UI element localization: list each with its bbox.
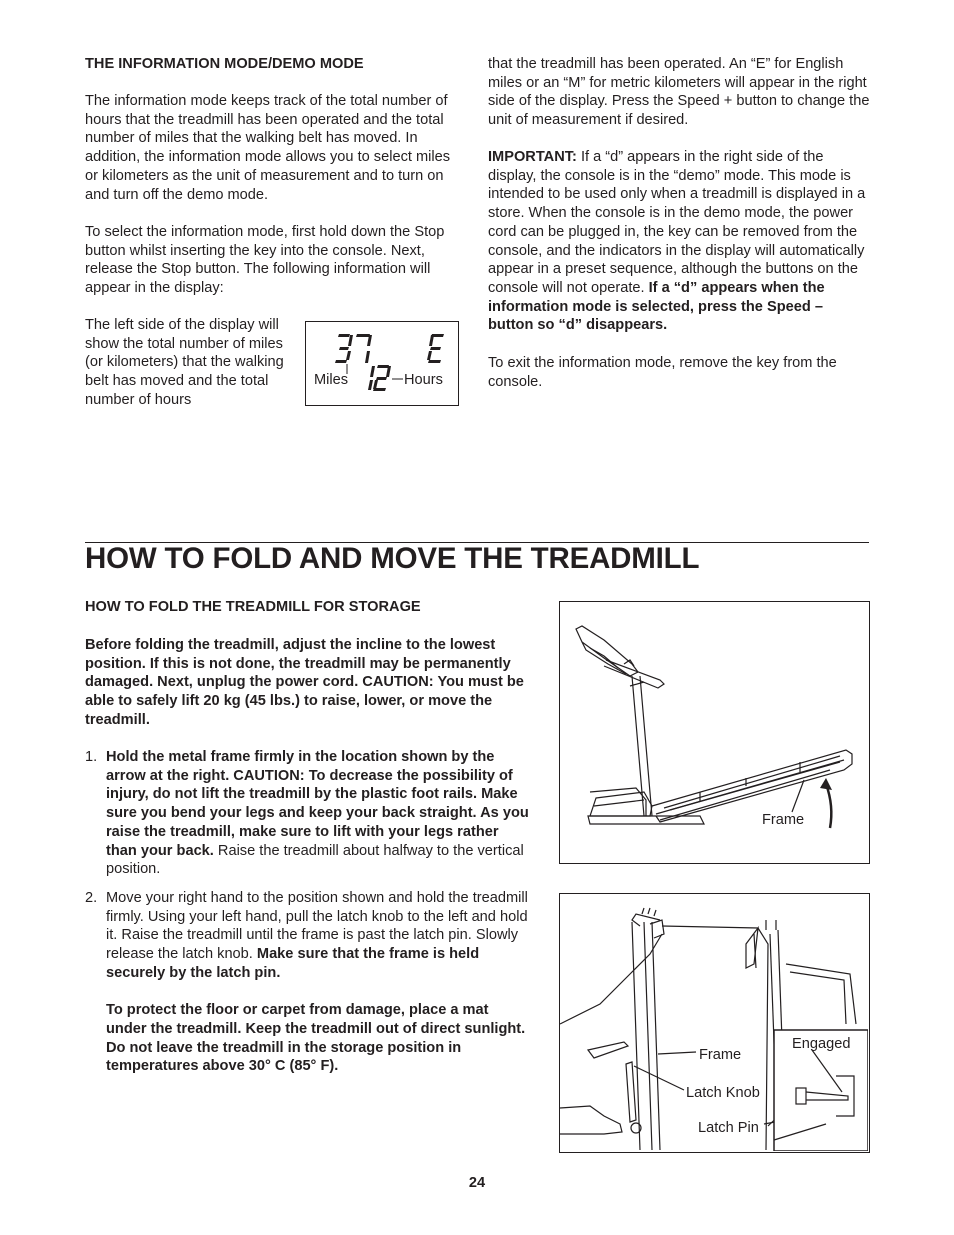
step-2 (85, 889, 532, 1076)
figure2-frame-label: Frame (699, 1047, 742, 1063)
step-2-note: To protect the floor or carpet from damage, place a mat under the treadmill. Keep the treadmill out of direct sunlight. Do not leave the treadmill in the storage position in temperatures above 30° C (85° F). (106, 1002, 526, 1075)
fold-subheading: HOW TO FOLD THE TREADMILL FOR STORAGE (85, 599, 421, 615)
miles-label: Miles (314, 372, 349, 388)
figure-raise-treadmill (559, 601, 870, 864)
step-1-number: 1. (85, 749, 98, 765)
info-mode-heading: THE INFORMATION MODE/DEMO MODE (85, 56, 364, 72)
step-2-text: Move your right hand to the position shown and hold the treadmill firmly. Using your left hand, pull the latch knob to the left and hold it. Raise the treadmill until the frame is past the latch pin. Slowly release the latch knob. (106, 890, 528, 963)
figure2-latch-knob-label: Latch Knob (686, 1085, 760, 1101)
figure1-frame-label: Frame (762, 812, 805, 828)
info-mode-paragraph-2: To select the information mode, first hold down the Stop button whilst inserting the key into the console. Next, release the Stop button. The following information will appear in the display: (85, 224, 445, 297)
console-display-figure (305, 321, 459, 406)
step-1-text: Raise the treadmill about halfway to the vertical position. (106, 842, 524, 878)
info-mode-paragraph-3: The left side of the display will show the total number of miles (or kilometers) that the walking belt has moved and the total number of hours (85, 317, 284, 408)
step-1 (85, 748, 532, 879)
figure2-latch-pin-label: Latch Pin (698, 1120, 759, 1136)
digit-2 (373, 365, 391, 391)
step-1-bold: Hold the metal frame firmly in the location shown by the arrow at the right. CAUTION: To decrease the possibility of injury, do not lift the treadmill by the plastic foot rails. Make sure you bend your legs and keep your back straight. As you raise the treadmill, make sure to lift with your legs rather than your back. (106, 749, 529, 859)
figure-latch-storage (559, 893, 870, 1153)
page-number: 24 (468, 1175, 486, 1191)
important-label: IMPORTANT: (488, 149, 577, 165)
important-bold-text: If a “d” appears when the information mode is selected, press the Speed – button so “d” disappears. (488, 279, 825, 334)
info-mode-paragraph-1: The information mode keeps track of the total number of hours that the treadmill has been operated and the total number of miles that the walking belt has moved. In addition, the information mode allows you to select miles or kilometers as the unit of measurement and to turn on and turn off the demo mode. (85, 93, 451, 203)
info-mode-paragraph-4: that the treadmill has been operated. An “E” for English miles or an “M” for metric kilometers will appear in the right side of the display. Press the Speed + button to change the unit of measurement if desired. (488, 56, 870, 129)
step-2-bold: Make sure that the frame is held securely by the latch pin. (106, 946, 480, 981)
exit-info-paragraph: To exit the information mode, remove the key from the console. (488, 355, 837, 390)
treadmill-raise-illustration (560, 602, 868, 862)
figure2-engaged-label: Engaged (792, 1036, 851, 1052)
important-paragraph (488, 148, 870, 335)
latch-illustration (560, 894, 868, 1151)
digit-3 (335, 334, 353, 363)
important-text: If a “d” appears in the right side of the display, the console is in the “demo” mode. This mode is intended to be used only when a treadmill is displayed in a store. When the console is in the demo mode, the power cord can be plugged in, the key can be removed from the console, and the indicators in the display will automatically appear in a preset sequence, although the buttons on the console will not operate. (488, 149, 866, 296)
hours-label: Hours (404, 372, 443, 388)
step-2-number: 2. (85, 890, 98, 906)
fold-warning: Before folding the treadmill, adjust the incline to the lowest position. If this is not done, the treadmill may be permanently damaged. Next, unplug the power cord. CAUTION: You must be able to safely lift 20 kg (45 lbs.) to raise, lower, or move the treadmill. (85, 637, 524, 728)
seven-segment-display (306, 322, 457, 404)
digit-7 (356, 334, 372, 363)
digit-e (427, 334, 444, 363)
section-title: HOW TO FOLD AND MOVE THE TREADMILL (85, 542, 700, 575)
